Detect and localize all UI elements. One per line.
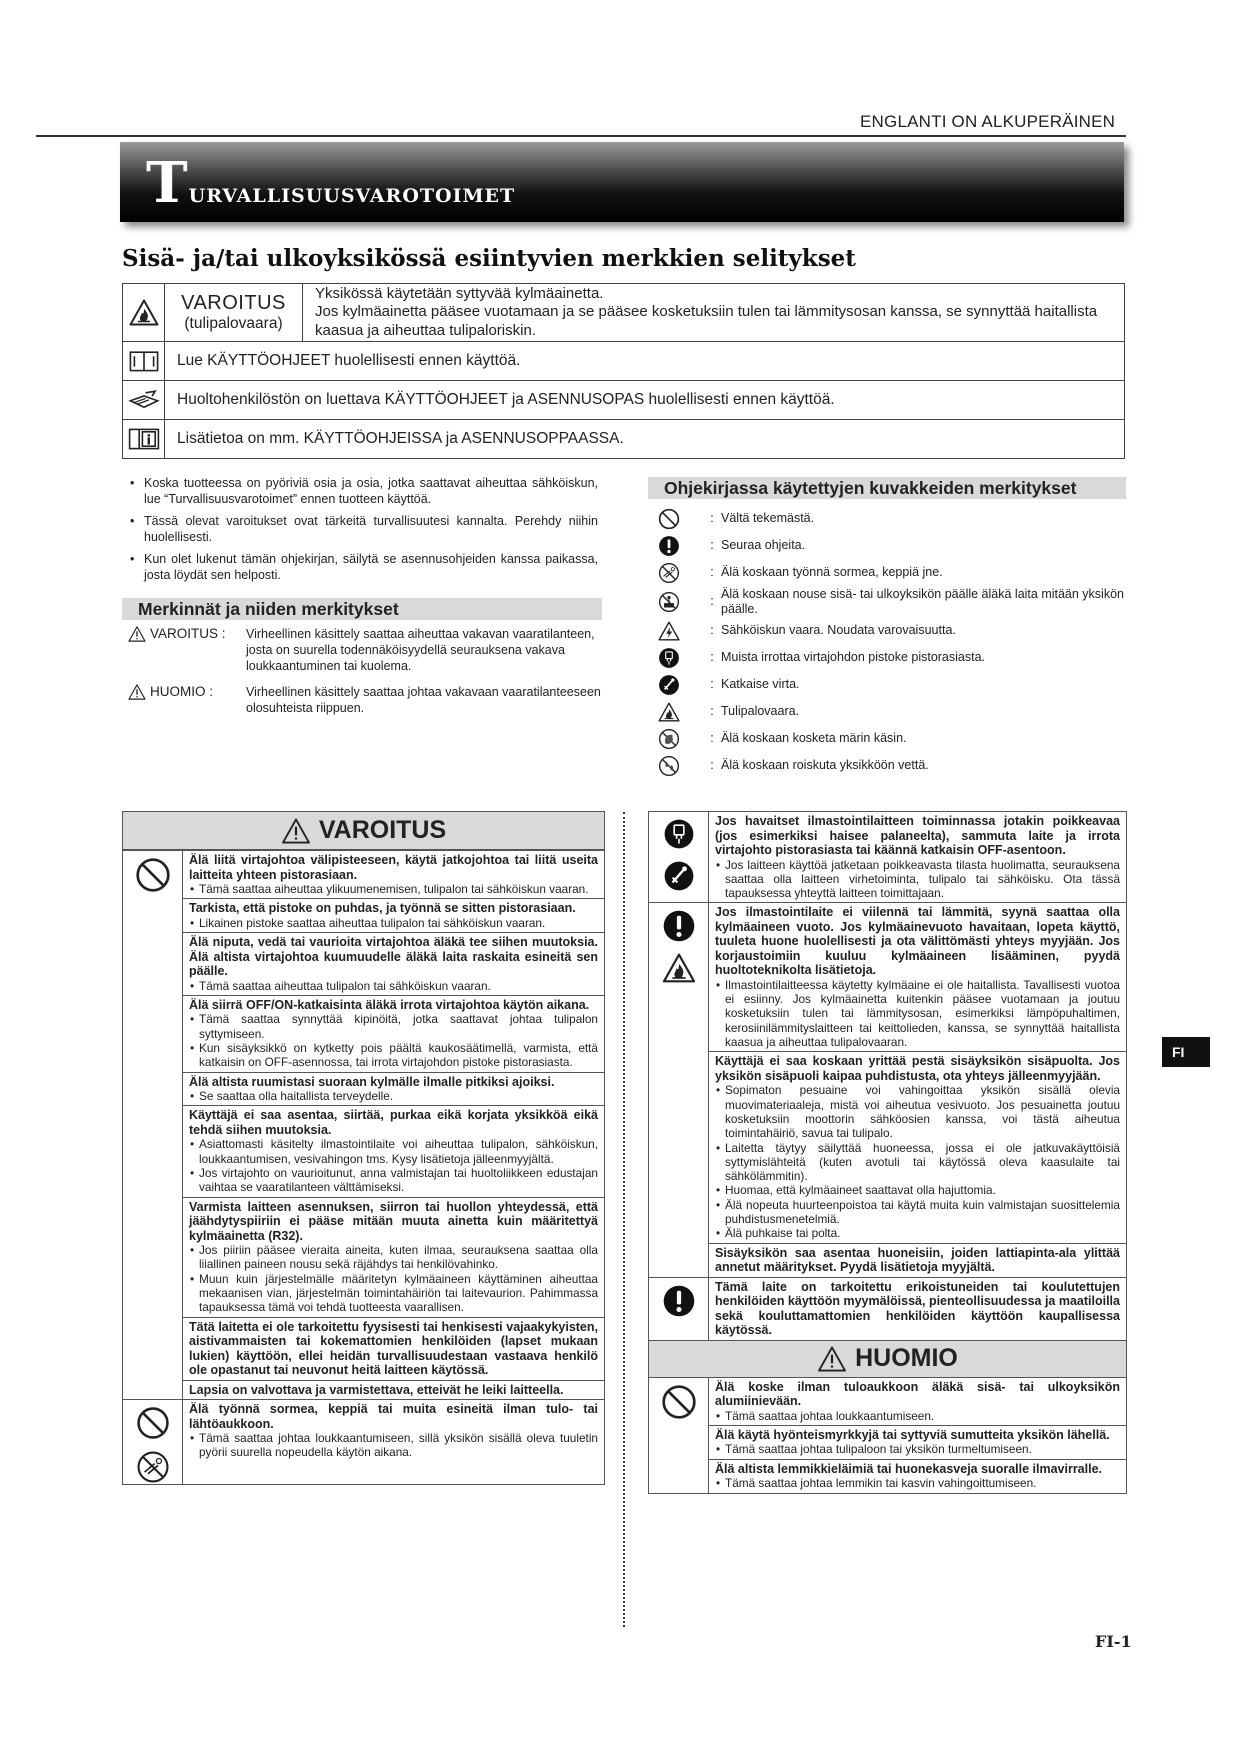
- no-water-splash-icon: [658, 755, 680, 777]
- icon-meaning-row: : Sähköiskun vaara. Noudata varovaisuutta.: [655, 617, 1125, 644]
- mandatory-icon: [658, 535, 680, 557]
- warning-item-title: Tätä laitetta ei ole tarkoitettu fyysisesti tai henkisesti vajaakykyisten, aistivammaisten tai kokemattomien henkilöiden (lapset mukaan lukien) käyttöön, ellei heidän turvallisuudestaan vastaava henkilö ole opastanut tai neuvonut heitä laitteen käytössä.: [189, 1319, 598, 1378]
- title-banner: [120, 142, 1124, 222]
- symbol-row-manual: [123, 341, 1124, 380]
- warning-item-title: Lapsia on valvottava ja varmistettava, etteivät he leiki laitteella.: [189, 1382, 564, 1397]
- warning-item-title: Jos ilmastointilaite ei viilennä tai lämmitä, syynä saattaa olla kylmäaineen vuoto. Jos kylmäainevuoto havaitaan, lopeta käyttö, tuuleta huone huolellisesti ja ota välittömästi yhteys myyjään. Jos korjaustoimiin kuuluu kylmäaineen lisääminen, pyydä huoltoteknikolta lisätietoja.: [715, 905, 1120, 978]
- warning-item-detail: • Sopimaton pesuaine voi vahingoittaa yksikön sisällä olevia muovimateriaaleja, mistä voi aiheutua vesivuoto. Jos pesuainetta joutuu kosketuksiin moottorin sähköosien kanssa, voi tästä aiheutua toimintahäiriö, savua tai tulipalo.: [715, 1083, 1120, 1140]
- icon-meaning-row: : Seuraa ohjeita.: [655, 532, 1125, 559]
- warning-line: Yksikössä käytetään syttyvää kylmäainetta.: [315, 284, 604, 302]
- warning-item-detail: • Tämä saattaa johtaa tulipaloon tai yksikön turmeltumiseen.: [715, 1442, 1120, 1456]
- warning-item-detail: • Älä puhkaise tai polta.: [715, 1226, 1120, 1240]
- prohibition-icon: [658, 508, 680, 530]
- caution-box-title: HUOMIO: [855, 1344, 958, 1373]
- warning-item: [183, 851, 604, 898]
- icon-meaning-text: Muista irrottaa virtajohdon pistoke pistorasiasta.: [721, 650, 986, 664]
- warning-item-detail: • Tämä saattaa johtaa loukkaantumiseen.: [715, 1409, 1120, 1423]
- column-divider: [623, 812, 625, 1627]
- warning-line: Jos kylmäainetta pääsee vuotamaan ja se pääsee kosketuksiin tulen tai lämmitysosan kanssa, se synnyttää haitallista kaasua ja aiheuttaa tulipaloriskin.: [315, 303, 1098, 339]
- warning-section: [123, 850, 604, 1399]
- warning-item-detail: • Kun sisäyksikkö on kytketty pois päältä kaukosäätimellä, varmista, että katkaisin on OFF-asennossa, tai irrota virtajohdon pistoke pistorasiasta.: [189, 1041, 598, 1070]
- warning-item-detail: • Ilmastointilaitteessa käytetty kylmäaine ei ole haitallista. Tavallisesti vuotoa ei esiinny. Jos kylmäainetta kuitenkin pääsee vuotamaan ja joutuu kosketuksiin tulen tai lämmitysosan, esimerkiksi lämpöpuhaltimen, kerosiinilämmityslaitteen tai keittolieden, kanssa, se synnyttää haitallista kaasua ja aiheuttaa tulipalovaaran.: [715, 978, 1120, 1049]
- info-book-icon: [128, 427, 160, 451]
- no-finger-icon: [136, 1450, 170, 1484]
- icon-meaning-text: Seuraa ohjeita.: [721, 538, 806, 552]
- warning-item-title: Käyttäjä ei saa asentaa, siirtää, purkaa eikä korjata yksikköä eikä tehdä siihen muutoksia.: [189, 1108, 598, 1137]
- icon-meaning-text: Älä koskaan nouse sisä- tai ulkoyksikön päälle äläkä laita mitään yksikön päälle.: [721, 586, 1124, 616]
- header-rule: [36, 135, 1126, 137]
- fire-hazard-icon: [129, 299, 159, 326]
- icon-meaning-text: Katkaise virta.: [721, 677, 800, 691]
- mandatory-icon: [662, 909, 696, 943]
- warning-item-detail: • Muun kuin järjestelmälle määritetyn kylmäaineen käyttäminen aiheuttaa mekaanisen vian, järjestelmän toimintahäiriön tai laitevaurion. Pahimmassa tapauksessa tämä voi tehdä tuotteesta vaarallisen.: [189, 1272, 598, 1315]
- warning-item: [709, 812, 1126, 902]
- list-item: • Tässä olevat varoitukset ovat tärkeitä turvallisuutesi kannalta. Perehdy niihin huolellisesti.: [128, 513, 598, 545]
- warning-triangle-icon: [128, 626, 146, 642]
- warning-box-header: [123, 812, 604, 850]
- warning-item-detail: • Tämä saattaa aiheuttaa tulipalon tai sähköiskun vaaran.: [189, 979, 598, 993]
- book-icon: [128, 349, 160, 373]
- warning-item-detail: • Tämä saattaa johtaa lemmikin tai kasvin vahingoittumiseen.: [715, 1476, 1120, 1490]
- warning-item-detail: • Jos piiriin pääsee vieraita aineita, kuten ilmaa, seurauksena saattaa olla liiallinen paineen nousu sekä räjähdys tai henkilövahinko.: [189, 1243, 598, 1272]
- power-off-icon: [658, 674, 680, 696]
- warning-item: [709, 1425, 1126, 1459]
- language-tab: FI: [1162, 1037, 1210, 1067]
- icon-meaning-text: Sähköiskun vaara. Noudata varovaisuutta.: [721, 623, 956, 637]
- icon-meaning-row: : Katkaise virta.: [655, 671, 1125, 698]
- warning-box-right: [648, 811, 1127, 1494]
- warning-item-detail: • Asiattomasti käsitelty ilmastointilaite voi aiheuttaa tulipalon, sähköiskun, loukkaantumisen, vesivahingon tms. Kysy lisätietoja jälleenmyyjältä.: [189, 1137, 598, 1166]
- icon-meaning-row: : Tulipalovaara.: [655, 698, 1125, 725]
- warning-item: [709, 1051, 1126, 1242]
- warning-item-title: Älä liitä virtajohtoa välipisteeseen, käytä jatkojohtoa tai liitä useita laitteita yhteen pistorasiaan.: [189, 853, 598, 882]
- warning-item-detail: • Se saattaa olla haitallista terveydelle.: [189, 1089, 598, 1103]
- symbol-row-text: Lue KÄYTTÖOHJEET huolellisesti ennen käyttöä.: [177, 352, 521, 369]
- warning-box-title: VAROITUS: [318, 816, 447, 844]
- warning-item: [183, 898, 604, 932]
- warning-item: [183, 995, 604, 1072]
- page-number: FI-1: [1095, 1632, 1132, 1651]
- warning-section: [649, 812, 1126, 902]
- fire-hazard-icon: [662, 953, 696, 983]
- warning-item-title: Älä altista lemmikkieläimiä tai huonekasveja suoralle ilmavirralle.: [715, 1461, 1102, 1476]
- warning-item-detail: • Huomaa, että kylmäaineet saattavat olla hajuttomia.: [715, 1183, 1120, 1197]
- warning-item-title: Jos havaitset ilmastointilaitteen toiminnassa jotakin poikkeavaa (jos esimerkiksi haisee palaneelta), sammuta laite ja irrota virtajohto pistorasiasta tai käännä katkaisin OFF-asentoon.: [715, 814, 1120, 857]
- warning-item-detail: • Likainen pistoke saattaa aiheuttaa tulipalon tai sähköiskun vaaran.: [189, 916, 598, 930]
- mandatory-icon: [662, 1284, 696, 1318]
- icon-meanings-heading: Ohjekirjassa käytettyjen kuvakkeiden merkitykset: [648, 477, 1126, 499]
- warning-item-detail: • Jos laitteen käyttöä jatketaan poikkeavasta tilasta huolimatta, seurauksena saattaa olla laitteen virhetoiminta, tulipalo tai sähköisku. Ota tässä tapauksessa yhteyttä laitteen toimittajaan.: [715, 858, 1120, 901]
- warning-item-detail: • Tämä saattaa synnyttää kipinöitä, jotka saattavat johtaa tulipalon syttymiseen.: [189, 1012, 598, 1041]
- warning-item-title: Älä siirrä OFF/ON-katkaisinta äläkä irrota virtajohtoa käytön aikana.: [189, 997, 590, 1012]
- mark-description: Virheellinen käsittely saattaa johtaa vakavaan vaaratilanteeseen olosuhteista riippuen.: [246, 685, 601, 715]
- warning-item-title: Älä koske ilman tuloaukkoon äläkä sisä- tai ulkoyksikön alumiinievään.: [715, 1379, 1120, 1409]
- caution-box-header: [649, 1340, 1126, 1378]
- warning-item: [709, 1278, 1126, 1340]
- mark-row-caution: [128, 684, 602, 716]
- icon-meaning-row: : Älä koskaan nouse sisä- tai ulkoyksikön päälle äläkä laita mitään yksikön päälle.: [655, 586, 1125, 617]
- warning-triangle-icon: [281, 818, 311, 844]
- page-title: Turvallisuusvarotoimet: [146, 150, 516, 216]
- symbol-row-service: [123, 380, 1124, 419]
- mark-label: VAROITUS :: [150, 626, 226, 641]
- warning-item-detail: • Tämä saattaa johtaa loukkaantumiseen, sillä yksikön sisällä oleva tuuletin pyörii suurella nopeudella käytön aikana.: [189, 1431, 598, 1460]
- warning-item-detail: • Tämä saattaa aiheuttaa ylikuumenemisen, tulipalon tai sähköiskun vaaran.: [189, 882, 598, 896]
- warning-item: [183, 1072, 604, 1106]
- warning-box-left: [122, 811, 605, 1485]
- icon-meaning-row: : Älä koskaan kosketa märin käsin.: [655, 725, 1125, 752]
- warning-item-title: Älä työnnä sormea, keppiä tai muita esineitä ilman tulo- tai lähtöaukkoon.: [189, 1402, 598, 1431]
- icon-meaning-text: Älä koskaan roiskuta yksikköön vettä.: [721, 758, 929, 772]
- unplug-icon: [658, 647, 680, 669]
- warning-item: [709, 1459, 1126, 1493]
- warning-item: [183, 1317, 604, 1380]
- caution-triangle-icon: [128, 684, 146, 700]
- original-language-note: ENGLANTI ON ALKUPERÄINEN: [860, 112, 1116, 131]
- warning-item: [183, 1380, 604, 1400]
- warning-item: [183, 1400, 604, 1462]
- prohibition-icon: [135, 857, 171, 893]
- symbol-row-text: Lisätietoa on mm. KÄYTTÖOHJEISSA ja ASENNUSOPPAASSA.: [177, 430, 624, 447]
- mark-label: HUOMIO :: [150, 684, 213, 699]
- warning-item: [183, 932, 604, 995]
- warning-item: [709, 1243, 1126, 1277]
- no-step-icon: [658, 591, 680, 613]
- prohibition-icon: [136, 1406, 170, 1440]
- warning-item-title: Sisäyksikön saa asentaa huoneisiin, joiden lattiapinta-ala ylittää annetut määritykset. Pyydä lisätietoja myyjältä.: [715, 1245, 1120, 1275]
- intro-bullet-list: [128, 475, 598, 589]
- symbol-row-info: [123, 419, 1124, 458]
- warning-item-detail: • Jos virtajohto on vaurioitunut, anna valmistajan tai huoltoliikkeen edustajan vaihtaa se vaaratilanteen välttämiseksi.: [189, 1166, 598, 1195]
- unplug-icon: [663, 818, 695, 850]
- warning-item-title: Käyttäjä ei saa koskaan yrittää pestä sisäyksikön sisäpuolta. Jos yksikön sisäpuoli kaipaa puhdistusta, ota yhteys jälleenmyyjään.: [715, 1054, 1120, 1083]
- power-off-icon: [663, 860, 695, 892]
- icon-meaning-text: Älä koskaan kosketa märin käsin.: [721, 731, 907, 745]
- icon-meanings-list: [655, 505, 1125, 779]
- symbol-row-text: Huoltohenkilöstön on luettava KÄYTTÖOHJEET ja ASENNUSOPAS huolellisesti ennen käyttöä.: [177, 391, 835, 408]
- warning-item-title: Älä niputa, vedä tai vaurioita virtajohtoa äläkä tee siihen muutoksia. Älä altista virtajohtoa kuumuudelle äläkä laita raskaita esineitä sen päälle.: [189, 935, 598, 979]
- warning-item: [183, 1197, 604, 1317]
- no-finger-icon: [658, 562, 680, 584]
- warning-item-title: Varmista laitteen asennuksen, siirron tai huollon yhteydessä, että jäähdytyspiiriin ei pääse mitään muuta ainetta kuin määritettyä kylmäainetta (R32).: [189, 1199, 598, 1243]
- warning-item-title: Tämä laite on tarkoitettu erikoistuneiden tai koulutettujen henkilöiden käyttöön myymälöissä, pienteollisuudessa ja maatiloilla sekä kouluttamattomien henkilöiden käyttöön kaupallisessa käytössä.: [715, 1279, 1120, 1338]
- caution-section: [649, 1378, 1126, 1493]
- mark-description: Virheellinen käsittely saattaa aiheuttaa vakavan vaaratilanteen, josta on suurella todennäköisyydellä seurauksena vakava loukkaantuminen tai kuolema.: [246, 627, 595, 673]
- list-item: • Kun olet lukenut tämän ohjekirjan, säilytä se asennusohjeiden kanssa paikassa, josta löydät sen helposti.: [128, 551, 598, 583]
- warning-section: [649, 902, 1126, 1276]
- caution-triangle-icon: [817, 1346, 847, 1372]
- warning-subtitle: (tulipalovaara): [184, 315, 283, 332]
- icon-meaning-row: : Älä koskaan työnnä sormea, keppiä jne.: [655, 559, 1125, 586]
- icon-meaning-row: : Muista irrottaa virtajohdon pistoke pistorasiasta.: [655, 644, 1125, 671]
- icon-meaning-row: : Vältä tekemästä.: [655, 505, 1125, 532]
- prohibition-icon: [661, 1384, 697, 1420]
- warning-section: [649, 1277, 1126, 1340]
- icon-meaning-text: Vältä tekemästä.: [721, 511, 815, 525]
- warning-item-title: Älä käytä hyönteismyrkkyjä tai syttyviä sumutteita yksikön lähellä.: [715, 1427, 1110, 1442]
- warning-item-detail: • Älä nopeuta huurteenpoistoa tai käytä muita kuin valmistajan suosittelemia puhdistusmenetelmiä.: [715, 1198, 1120, 1227]
- symbols-table: [122, 283, 1125, 459]
- symbol-row-flammable: [123, 284, 1124, 341]
- warning-item-title: Tarkista, että pistoke on puhdas, ja työnnä se sitten pistorasiaan.: [189, 901, 576, 916]
- symbols-heading: Sisä- ja/tai ulkoyksikössä esiintyvien merkkien selitykset: [122, 245, 856, 272]
- no-wet-hands-icon: [658, 728, 680, 750]
- warning-title: VAROITUS: [181, 292, 286, 314]
- icon-meaning-row: : Älä koskaan roiskuta yksikköön vettä.: [655, 752, 1125, 779]
- warning-section: [123, 1399, 604, 1484]
- marks-heading: Merkinnät ja niiden merkitykset: [122, 598, 602, 620]
- mark-row-warning: [128, 626, 602, 674]
- service-manual-icon: [127, 388, 161, 412]
- warning-item: [709, 903, 1126, 1051]
- electric-shock-icon: [658, 621, 680, 641]
- icon-meaning-text: Tulipalovaara.: [721, 704, 800, 718]
- warning-item-detail: • Laitetta täytyy säilyttää huoneessa, jossa ei ole jatkuvakäyttöisiä syttymislähteitä (kuten avotuli tai käytössä oleva kaasulaite tai sähkölämmitin).: [715, 1141, 1120, 1184]
- warning-item: [709, 1378, 1126, 1425]
- list-item: • Koska tuotteessa on pyöriviä osia ja osia, jotka saattavat aiheuttaa sähköiskun, lue “Turvallisuusvarotoimet” ennen tuotteen käyttöä.: [128, 475, 598, 507]
- icon-meaning-text: Älä koskaan työnnä sormea, keppiä jne.: [721, 565, 943, 579]
- warning-item-title: Älä altista ruumistasi suoraan kylmälle ilmalle pitkiksi ajoiksi.: [189, 1074, 555, 1089]
- warning-item: [183, 1105, 604, 1196]
- marks-list: [128, 626, 602, 726]
- fire-hazard-icon: [658, 702, 680, 722]
